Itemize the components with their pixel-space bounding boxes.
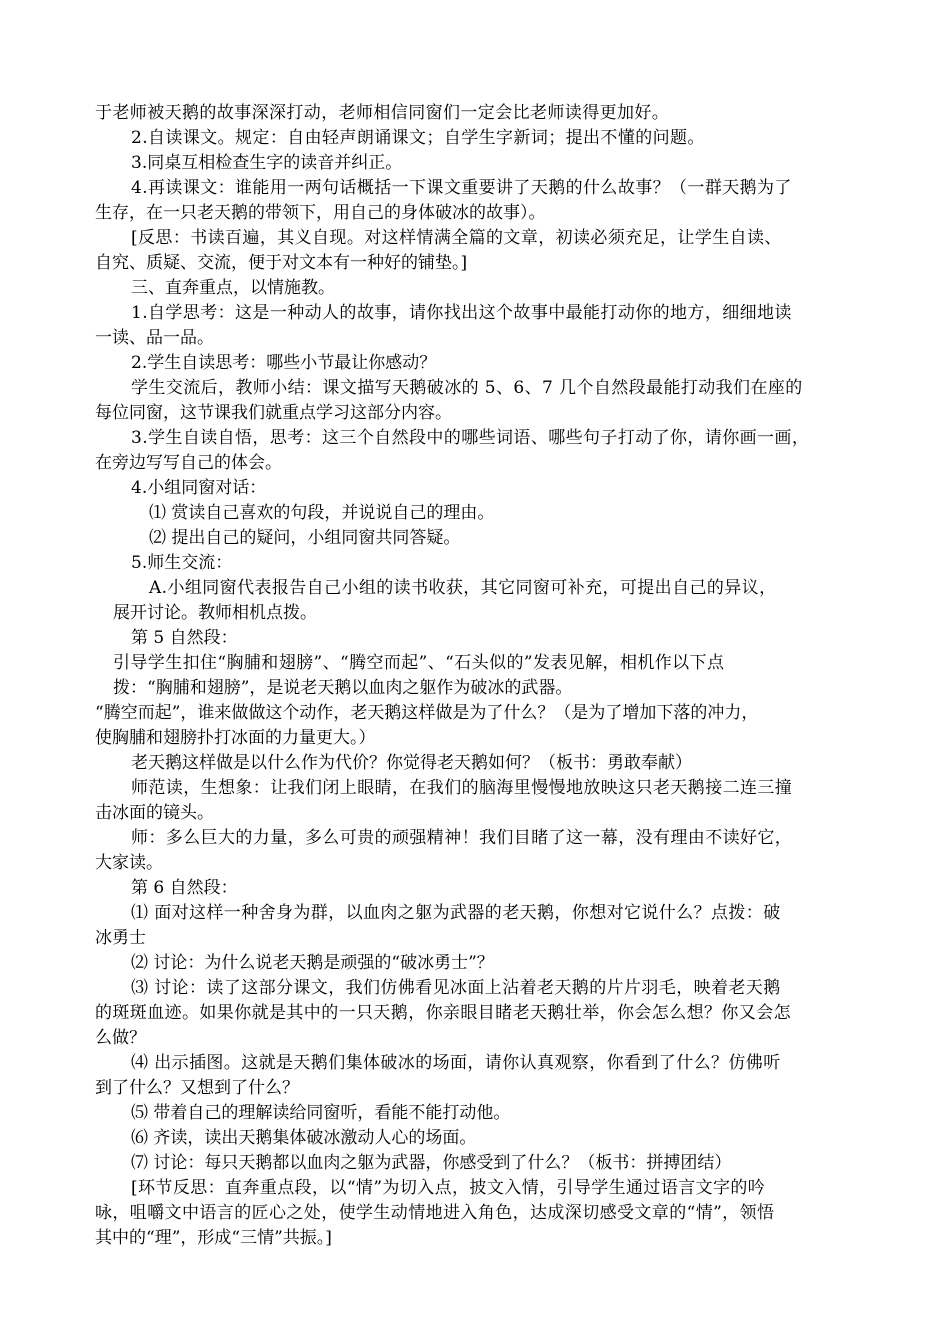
text-line: 一读、品一品。 <box>95 328 214 348</box>
text-line: 第 5 自然段： <box>131 628 238 648</box>
text-line: 2.自读课文。规定：自由轻声朗诵课文；自学生字新词；提出不懂的问题。 <box>131 128 705 148</box>
text-line: ⑶ 讨论：读了这部分课文，我们仿佛看见冰面上沾着老天鹅的片片羽毛，映着老天鹅 <box>131 978 781 998</box>
text-line: “腾空而起”，谁来做做这个动作，老天鹅这样做是为了什么？（是为了增加下落的冲力， <box>95 703 759 723</box>
text-line: [环节反思：直奔重点段，以“情”为切入点，披文入情，引导学生通过语言文字的吟 <box>131 1178 766 1198</box>
text-line: 使胸脯和翅膀扑打冰面的力量更大。） <box>95 728 376 748</box>
text-line: 冰勇士 <box>95 928 146 948</box>
text-line: 其中的“理”，形成“三情”共振。] <box>95 1228 332 1248</box>
text-line: 咏，咀嚼文中语言的匠心之处，使学生动情地进入角色，达成深切感受文章的“情”，领悟 <box>95 1203 775 1223</box>
text-line: 于老师被天鹅的故事深深打动，老师相信同窗们一定会比老师读得更加好。 <box>95 103 670 123</box>
text-line: ⑵ 讨论：为什么说老天鹅是顽强的“破冰勇士”？ <box>131 953 494 973</box>
text-line: 的斑斑血迹。如果你就是其中的一只天鹅，你亲眼目睹老天鹅壮举，你会怎么想？你又会怎 <box>95 1003 791 1023</box>
text-line: 师：多么巨大的力量，多么可贵的顽强精神！我们目睹了这一幕，没有理由不读好它， <box>131 828 793 848</box>
text-line: 么做？ <box>95 1028 146 1048</box>
text-line: 每位同窗，这节课我们就重点学习这部分内容。 <box>95 403 452 423</box>
text-line: 生存，在一只老天鹅的带领下，用自己的身体破冰的故事）。 <box>95 203 546 223</box>
text-line: 师范读，生想象：让我们闭上眼睛，在我们的脑海里慢慢地放映这只老天鹅接二连三撞 <box>131 778 793 798</box>
text-line: 击冰面的镜头。 <box>95 803 214 823</box>
text-line: 展开讨论。教师相机点拨。 <box>113 603 317 623</box>
text-line: 到了什么？又想到了什么？ <box>95 1078 299 1098</box>
text-line: 大家读。 <box>95 853 163 873</box>
text-line: 三、直奔重点，以情施教。 <box>131 278 335 298</box>
text-line: ⑵ 提出自己的疑问，小组同窗共同答疑。 <box>149 528 461 548</box>
text-line: 4.再读课文：谁能用一两句话概括一下课文重要讲了天鹅的什么故事？（一群天鹅为了 <box>131 178 792 198</box>
text-line: 老天鹅这样做是以什么作为代价？你觉得老天鹅如何？（板书：勇敢奉献） <box>131 753 692 773</box>
text-line: 1.自学思考：这是一种动人的故事，请你找出这个故事中最能打动你的地方，细细地读 <box>131 303 792 323</box>
text-line: 第 6 自然段： <box>131 878 238 898</box>
text-line: ⑴ 赏读自己喜欢的句段，并说说自己的理由。 <box>149 503 495 523</box>
text-line: 引导学生扣住“胸脯和翅膀”、“腾空而起”、“石头似的”发表见解，相机作以下点 <box>113 653 725 673</box>
text-line: [反思：书读百遍，其义自现。对这样情满全篇的文章，初读必须充足，让学生自读、 <box>131 228 782 248</box>
text-line: 5.师生交流： <box>131 553 233 573</box>
text-line: ⑴ 面对这样一种舍身为群，以血肉之躯为武器的老天鹅，你想对它说什么？点拨：破 <box>131 903 781 923</box>
text-line: 3.同桌互相检查生字的读音并纠正。 <box>131 153 403 173</box>
text-line: 自究、质疑、交流，便于对文本有一种好的铺垫。] <box>95 253 468 273</box>
text-line: 2.学生自读思考：哪些小节最让你感动？ <box>131 353 437 373</box>
text-line: 拨：“胸脯和翅膀”，是说老天鹅以血肉之躯作为破冰的武器。 <box>113 678 573 698</box>
text-line: ⑹ 齐读，读出天鹅集体破冰激动人心的场面。 <box>131 1128 477 1148</box>
text-line: ⑷ 出示插图。这就是天鹅们集体破冰的场面，请你认真观察，你看到了什么？仿佛听 <box>131 1053 781 1073</box>
text-line: 在旁边写写自己的体会。 <box>95 453 282 473</box>
text-line: ⑸ 带着自己的理解读给同窗听，看能不能打动他。 <box>131 1103 511 1123</box>
text-line: A.小组同窗代表报告自己小组的读书收获，其它同窗可补充，可提出自己的异议， <box>149 578 777 598</box>
text-line: ⑺ 讨论：每只天鹅都以血肉之躯为武器，你感受到了什么？（板书：拼搏团结） <box>131 1153 732 1173</box>
text-line: 3.学生自读自悟，思考：这三个自然段中的哪些词语、哪些句子打动了你，请你画一画， <box>131 428 810 448</box>
text-line: 学生交流后，教师小结：课文描写天鹅破冰的 5、6、7 几个自然段最能打动我们在座的 <box>131 378 803 398</box>
text-line: 4.小组同窗对话： <box>131 478 267 498</box>
